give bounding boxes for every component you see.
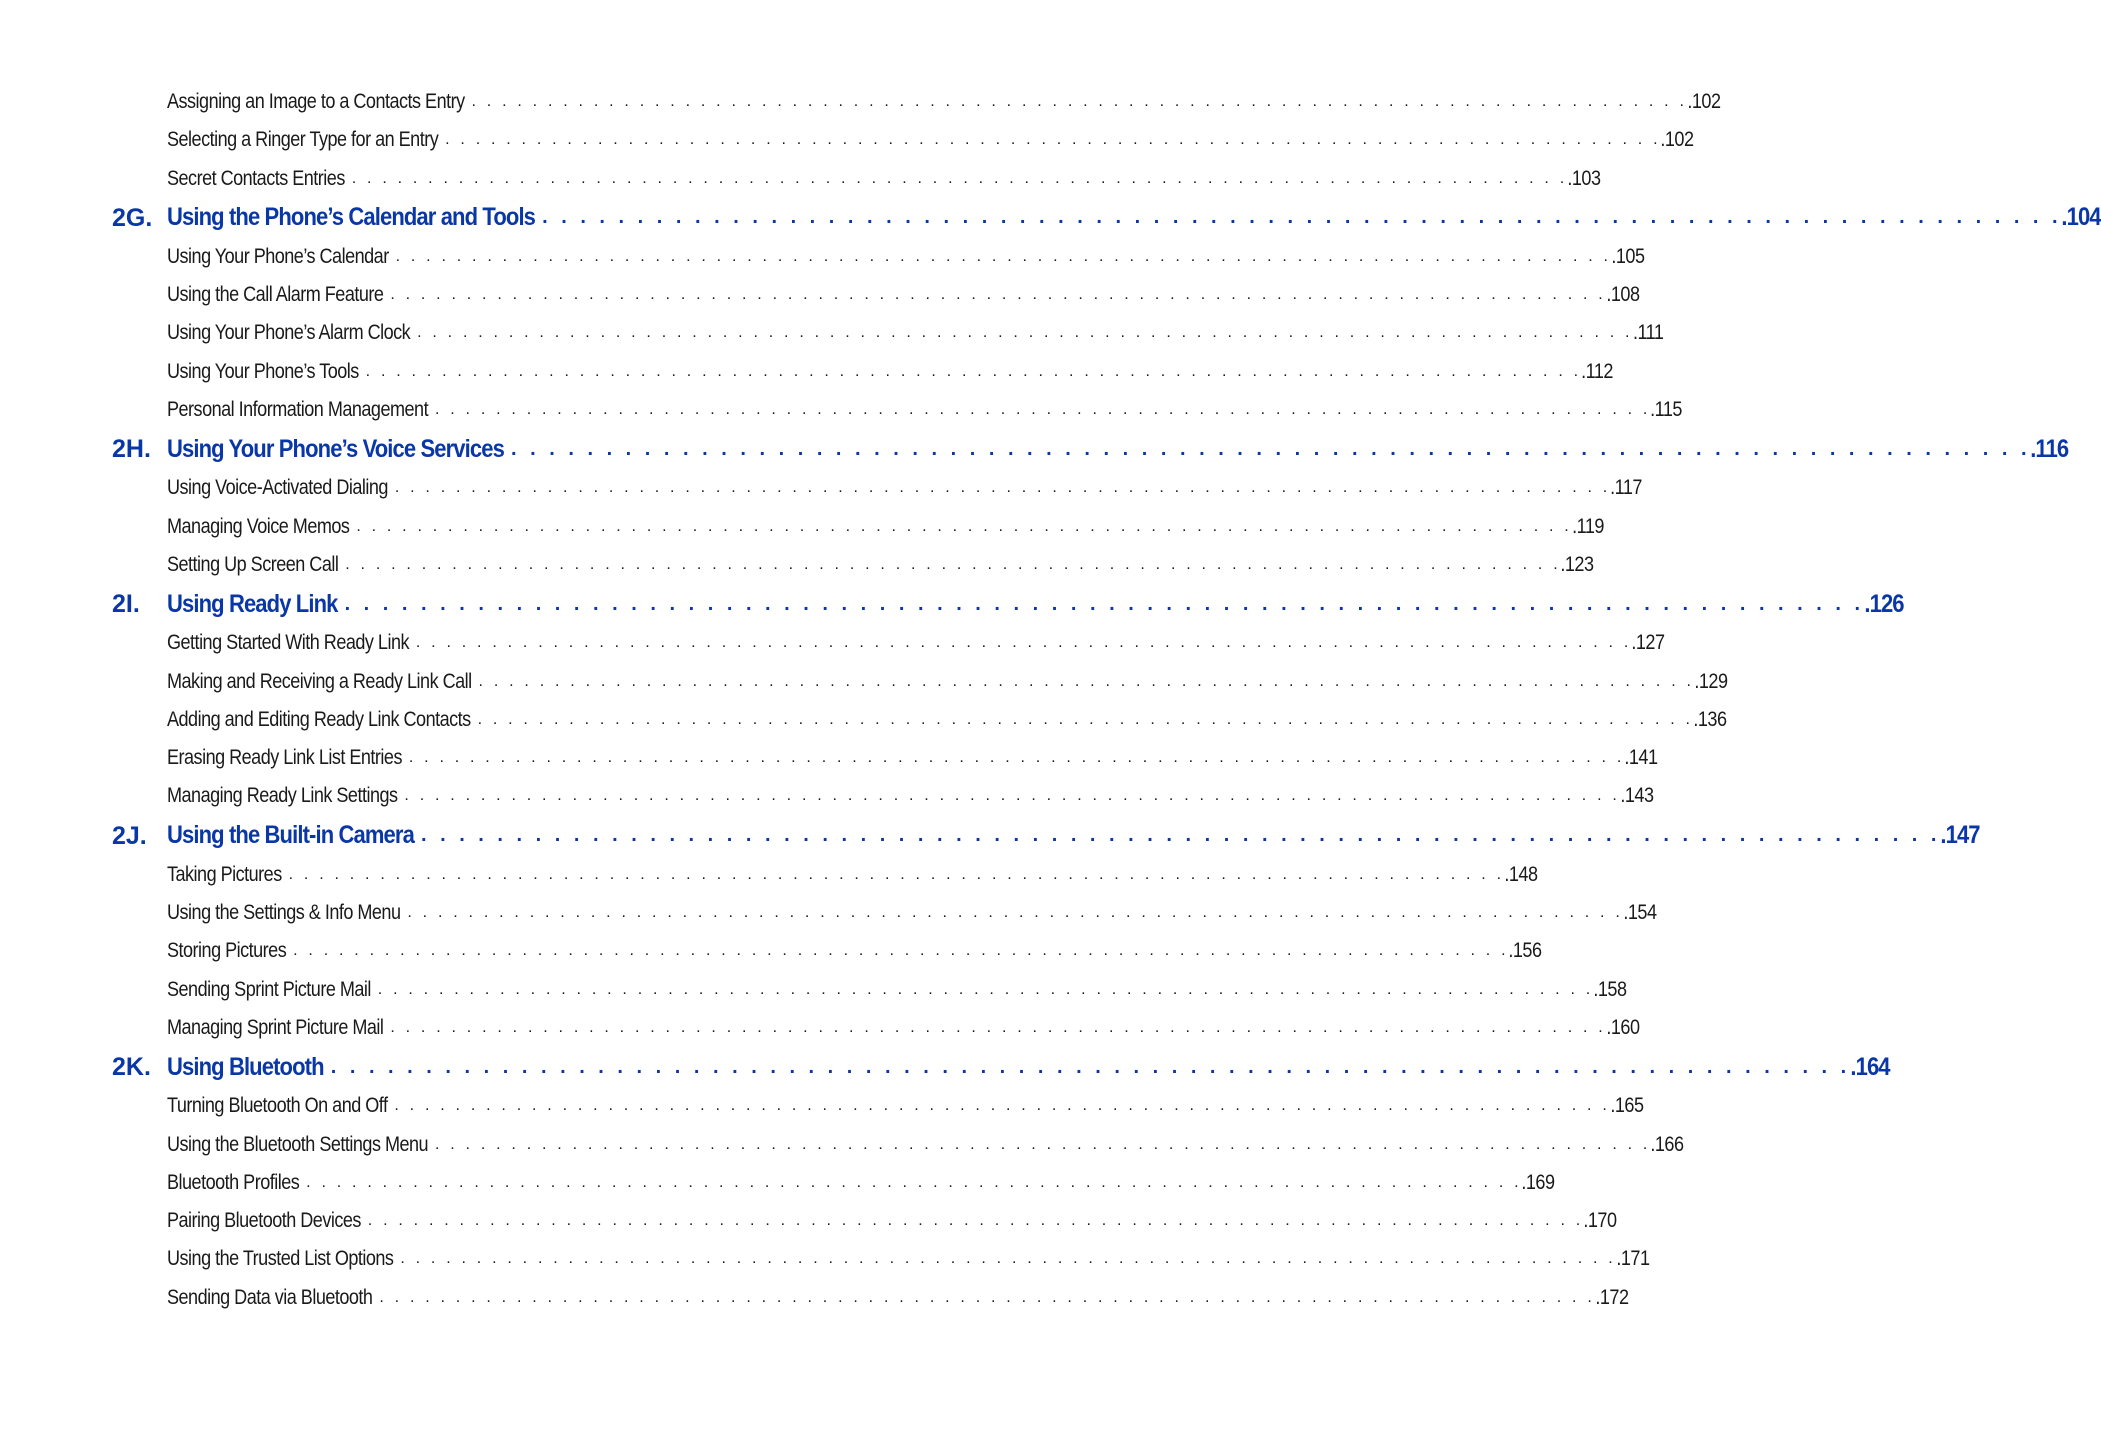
dot-leader: . . . . . . . . . . . . . . . . . . . . . . . . . . . . . . . . . . . . . . . . . . . . . . . . . . . . . . . . . . . . . . . . . . . . . . . . . . . . . . . . (390, 286, 1606, 304)
chapter-number: 2G. (112, 203, 153, 232)
toc-entry-row[interactable] (0, 1126, 1684, 1164)
toc-line (167, 198, 2101, 238)
chapter-title: Using Ready Link (167, 590, 345, 619)
entry-title: Using the Bluetooth Settings Menu (167, 1133, 435, 1157)
dot-leader: . . . . . . . . . . . . . . . . . . . . . . . . . . . . . . . . . . . . . . . . . . . . . . . . . . . . . . . . . . . . . . . . . . . . . . . . . . . . . . . . (356, 517, 1572, 535)
dot-leader: . . . . . . . . . . . . . . . . . . . . . . . . . . . . . . . . . . . . . . . . . . . . . . . . . . . . . . . . . . . . . . . . . . . . . . . . . . . . . . . . (511, 437, 2031, 460)
toc-entry-row[interactable] (0, 121, 1694, 159)
dot-leader: . . . . . . . . . . . . . . . . . . . . . . . . . . . . . . . . . . . . . . . . . . . . . . . . . . . . . . . . . . . . . . . . . . . . . . . . . . . . . . . . (306, 1173, 1522, 1191)
dot-leader: . . . . . . . . . . . . . . . . . . . . . . . . . . . . . . . . . . . . . . . . . . . . . . . . . . . . . . . . . . . . . . . . . . . . . . . . . . . . . . . . (417, 324, 1633, 342)
entry-title: Using the Trusted List Options (167, 1247, 400, 1271)
entry-title: Erasing Ready Link List Entries (167, 746, 409, 770)
dot-leader: . . . . . . . . . . . . . . . . . . . . . . . . . . . . . . . . . . . . . . . . . . . . . . . . . . . . . . . . . . . . . . . . . . . . . . . . . . . . . . . . (408, 749, 1625, 767)
page-number: .127 (1631, 631, 1665, 655)
page-number: .154 (1622, 901, 1657, 925)
page-number: .165 (1609, 1094, 1644, 1118)
entry-title: Storing Pictures (167, 939, 293, 963)
page-number: .105 (1611, 244, 1645, 268)
toc-line (167, 1126, 1684, 1164)
toc-line (167, 1240, 1650, 1278)
dot-leader: . . . . . . . . . . . . . . . . . . . . . . . . . . . . . . . . . . . . . . . . . . . . . . . . . . . . . . . . . . . . . . . . . . . . . . . . . . . . . . . . (407, 904, 1623, 922)
dot-leader: . . . . . . . . . . . . . . . . . . . . . . . . . . . . . . . . . . . . . . . . . . . . . . . . . . . . . . . . . . . . . . . . . . . . . . . . . . . . . . . . (445, 131, 1661, 149)
toc-line (167, 894, 1657, 932)
dot-leader: . . . . . . . . . . . . . . . . . . . . . . . . . . . . . . . . . . . . . . . . . . . . . . . . . . . . . . . . . . . . . . . . . . . . . . . . . . . . . . . . (434, 1135, 1651, 1153)
entry-title: Using the Settings & Info Menu (167, 901, 407, 925)
page-number: .123 (1560, 552, 1594, 576)
toc-entry-row[interactable] (0, 701, 1727, 739)
toc-entry-row[interactable] (0, 469, 1643, 507)
page-number: .126 (1864, 589, 1904, 618)
chapter-title: Using the Built-in Camera (167, 821, 421, 850)
dot-leader: . . . . . . . . . . . . . . . . . . . . . . . . . . . . . . . . . . . . . . . . . . . . . . . . . . . . . . . . . . . . . . . . . . . . . . . . . . . . . . . . (542, 206, 2062, 229)
page-number: .170 (1583, 1209, 1617, 1233)
toc-entry-row[interactable] (0, 971, 1627, 1009)
table-of-contents (0, 83, 2101, 1317)
dot-leader: . . . . . . . . . . . . . . . . . . . . . . . . . . . . . . . . . . . . . . . . . . . . . . . . . . . . . . . . . . . . . . . . . . . . . . . . . . . . . . . . (330, 1055, 1851, 1078)
toc-entry-row[interactable] (0, 932, 1542, 970)
toc-line (167, 508, 1604, 546)
page-number: .171 (1615, 1247, 1650, 1271)
entry-title: Pairing Bluetooth Devices (167, 1209, 368, 1233)
entry-title: Using Voice-Activated Dialing (167, 476, 395, 500)
entry-title: Using the Call Alarm Feature (167, 283, 390, 307)
entry-title: Assigning an Image to a Contacts Entry (167, 90, 472, 114)
toc-entry-row[interactable] (0, 1164, 1555, 1202)
dot-leader: . . . . . . . . . . . . . . . . . . . . . . . . . . . . . . . . . . . . . . . . . . . . . . . . . . . . . . . . . . . . . . . . . . . . . . . . . . . . . . . . (477, 710, 1694, 728)
toc-line (167, 971, 1627, 1009)
entry-title: Turning Bluetooth On and Off (167, 1094, 394, 1118)
chapter-number: 2K. (112, 1053, 151, 1082)
toc-line (167, 546, 1594, 584)
dot-leader: . . . . . . . . . . . . . . . . . . . . . . . . . . . . . . . . . . . . . . . . . . . . . . . . . . . . . . . . . . . . . . . . . . . . . . . . . . . . . . . . (390, 1018, 1606, 1036)
dot-leader: . . . . . . . . . . . . . . . . . . . . . . . . . . . . . . . . . . . . . . . . . . . . . . . . . . . . . . . . . . . . . . . . . . . . . . . . . . . . . . . . (394, 479, 1611, 497)
entry-title: Bluetooth Profiles (167, 1171, 306, 1195)
toc-chapter-row[interactable] (0, 816, 1980, 856)
dot-leader: . . . . . . . . . . . . . . . . . . . . . . . . . . . . . . . . . . . . . . . . . . . . . . . . . . . . . . . . . . . . . . . . . . . . . . . . . . . . . . . . (415, 634, 1632, 652)
page-number: .164 (1850, 1052, 1890, 1081)
page-number: .102 (1687, 90, 1721, 113)
page-number: .160 (1605, 1015, 1640, 1039)
dot-leader: . . . . . . . . . . . . . . . . . . . . . . . . . . . . . . . . . . . . . . . . . . . . . . . . . . . . . . . . . . . . . . . . . . . . . . . . . . . . . . . . (351, 169, 1568, 187)
toc-line (167, 856, 1538, 894)
dot-leader: . . . . . . . . . . . . . . . . . . . . . . . . . . . . . . . . . . . . . . . . . . . . . . . . . . . . . . . . . . . . . . . . . . . . . . . . . . . . . . . . (345, 555, 1561, 573)
toc-line (167, 314, 1664, 352)
toc-line (167, 160, 1601, 198)
page-number: .116 (2030, 434, 2069, 463)
chapter-number: 2H. (112, 435, 151, 464)
chapter-title: Using the Phone’s Calendar and Tools (167, 203, 542, 232)
toc-entry-row[interactable] (0, 83, 1721, 121)
page-number: .104 (2061, 203, 2101, 232)
page-number: .156 (1508, 939, 1542, 963)
dot-leader: . . . . . . . . . . . . . . . . . . . . . . . . . . . . . . . . . . . . . . . . . . . . . . . . . . . . . . . . . . . . . . . . . . . . . . . . . . . . . . . . (420, 824, 1941, 847)
page-number: .112 (1581, 359, 1614, 383)
dot-leader: . . . . . . . . . . . . . . . . . . . . . . . . . . . . . . . . . . . . . . . . . . . . . . . . . . . . . . . . . . . . . . . . . . . . . . . . . . . . . . . . (365, 362, 1582, 380)
toc-line (167, 238, 1645, 276)
page-number: .102 (1660, 128, 1694, 152)
dot-leader: . . . . . . . . . . . . . . . . . . . . . . . . . . . . . . . . . . . . . . . . . . . . . . . . . . . . . . . . . . . . . . . . . . . . . . . . . . . . . . . . (404, 787, 1621, 805)
page-number: .169 (1521, 1170, 1555, 1194)
toc-line (167, 739, 1658, 777)
toc-entry-row[interactable] (0, 391, 1683, 429)
toc-entry-row[interactable] (0, 160, 1601, 198)
toc-line (167, 701, 1727, 739)
entry-title: Managing Ready Link Settings (167, 784, 404, 808)
toc-line (167, 1202, 1617, 1240)
page-number: .103 (1567, 166, 1601, 190)
entry-title: Managing Sprint Picture Mail (167, 1016, 390, 1040)
entry-title: Getting Started With Ready Link (167, 631, 416, 655)
page-number: .166 (1650, 1132, 1684, 1156)
entry-title: Secret Contacts Entries (167, 167, 352, 191)
dot-leader: . . . . . . . . . . . . . . . . . . . . . . . . . . . . . . . . . . . . . . . . . . . . . . . . . . . . . . . . . . . . . . . . . . . . . . . . . . . . . . . . (288, 865, 1505, 883)
page-number: .136 (1693, 707, 1727, 731)
toc-chapter-row[interactable] (0, 584, 1904, 624)
dot-leader: . . . . . . . . . . . . . . . . . . . . . . . . . . . . . . . . . . . . . . . . . . . . . . . . . . . . . . . . . . . . . . . . . . . . . . . . . . . . . . . . (394, 1097, 1610, 1115)
toc-line (167, 1279, 1629, 1317)
toc-line (167, 932, 1542, 970)
chapter-title: Using Your Phone’s Voice Services (167, 435, 511, 464)
toc-line (167, 584, 1904, 624)
dot-leader: . . . . . . . . . . . . . . . . . . . . . . . . . . . . . . . . . . . . . . . . . . . . . . . . . . . . . . . . . . . . . . . . . . . . . . . . . . . . . . . . (434, 401, 1651, 419)
toc-line (167, 1164, 1555, 1202)
page-number: .119 (1571, 514, 1604, 538)
toc-chapter-row[interactable] (0, 198, 2101, 238)
entry-title: Using Your Phone’s Alarm Clock (167, 321, 417, 345)
toc-line (167, 816, 1980, 856)
entry-title: Adding and Editing Ready Link Contacts (167, 708, 478, 732)
toc-line (167, 1087, 1644, 1125)
toc-entry-row[interactable] (0, 1279, 1629, 1317)
page-number: .111 (1632, 321, 1664, 345)
entry-title: Setting Up Screen Call (167, 553, 345, 577)
entry-title: Selecting a Ringer Type for an Entry (167, 128, 445, 152)
entry-title: Sending Sprint Picture Mail (167, 978, 378, 1002)
chapter-number: 2J. (112, 821, 147, 850)
page-number: .172 (1594, 1285, 1629, 1309)
toc-line (167, 276, 1640, 314)
page-number: .108 (1605, 283, 1640, 307)
toc-line (167, 353, 1614, 391)
toc-chapter-row[interactable] (0, 1047, 1890, 1087)
page-number: .117 (1610, 476, 1643, 500)
chapter-title: Using Bluetooth (167, 1053, 331, 1082)
dot-leader: . . . . . . . . . . . . . . . . . . . . . . . . . . . . . . . . . . . . . . . . . . . . . . . . . . . . . . . . . . . . . . . . . . . . . . . . . . . . . . . . (478, 672, 1695, 690)
toc-entry-row[interactable] (0, 238, 1645, 276)
toc-entry-row[interactable] (0, 624, 1665, 662)
toc-entry-row[interactable] (0, 739, 1658, 777)
toc-entry-row[interactable] (0, 663, 1728, 701)
toc-line (167, 83, 1721, 121)
toc-line (167, 663, 1728, 701)
toc-chapter-row[interactable] (0, 429, 2069, 469)
entry-title: Managing Voice Memos (167, 515, 356, 539)
dot-leader: . . . . . . . . . . . . . . . . . . . . . . . . . . . . . . . . . . . . . . . . . . . . . . . . . . . . . . . . . . . . . . . . . . . . . . . . . . . . . . . . (400, 1250, 1616, 1268)
toc-line (167, 469, 1643, 507)
toc-entry-row[interactable] (0, 314, 1664, 352)
entry-title: Using Your Phone’s Calendar (167, 245, 396, 269)
dot-leader: . . . . . . . . . . . . . . . . . . . . . . . . . . . . . . . . . . . . . . . . . . . . . . . . . . . . . . . . . . . . . . . . . . . . . . . . . . . . . . . . (293, 942, 1509, 960)
toc-entry-row[interactable] (0, 856, 1538, 894)
chapter-number: 2I. (112, 590, 140, 619)
page-number: .115 (1650, 398, 1683, 422)
dot-leader: . . . . . . . . . . . . . . . . . . . . . . . . . . . . . . . . . . . . . . . . . . . . . . . . . . . . . . . . . . . . . . . . . . . . . . . . . . . . . . . . (395, 247, 1612, 265)
toc-line (167, 1009, 1640, 1047)
dot-leader: . . . . . . . . . . . . . . . . . . . . . . . . . . . . . . . . . . . . . . . . . . . . . . . . . . . . . . . . . . . . . . . . . . . . . . . . . . . . . . . . (471, 93, 1688, 110)
dot-leader: . . . . . . . . . . . . . . . . . . . . . . . . . . . . . . . . . . . . . . . . . . . . . . . . . . . . . . . . . . . . . . . . . . . . . . . . . . . . . . . . (344, 592, 1865, 615)
toc-line (167, 624, 1665, 662)
toc-line (167, 777, 1654, 815)
page-number: .147 (1940, 821, 1980, 850)
page-number: .148 (1504, 862, 1538, 886)
toc-line (167, 121, 1694, 159)
toc-line (167, 1047, 1890, 1087)
page-number: .129 (1694, 669, 1728, 693)
toc-entry-row[interactable] (0, 894, 1657, 932)
toc-entry-row[interactable] (0, 276, 1640, 314)
entry-title: Making and Receiving a Ready Link Call (167, 670, 479, 694)
entry-title: Sending Data via Bluetooth (167, 1286, 379, 1310)
toc-entry-row[interactable] (0, 546, 1594, 584)
toc-entry-row[interactable] (0, 777, 1654, 815)
entry-title: Personal Information Management (167, 398, 435, 422)
dot-leader: . . . . . . . . . . . . . . . . . . . . . . . . . . . . . . . . . . . . . . . . . . . . . . . . . . . . . . . . . . . . . . . . . . . . . . . . . . . . . . . . (379, 1288, 1595, 1306)
dot-leader: . . . . . . . . . . . . . . . . . . . . . . . . . . . . . . . . . . . . . . . . . . . . . . . . . . . . . . . . . . . . . . . . . . . . . . . . . . . . . . . . (377, 980, 1594, 998)
entry-title: Using Your Phone’s Tools (167, 360, 366, 384)
toc-entry-row[interactable] (0, 353, 1614, 391)
page-number: .143 (1620, 784, 1654, 808)
entry-title: Taking Pictures (167, 863, 289, 887)
page-number: .158 (1593, 977, 1627, 1001)
toc-line (167, 429, 2069, 469)
toc-entry-row[interactable] (0, 508, 1604, 546)
toc-line (167, 391, 1683, 429)
toc-entry-row[interactable] (0, 1009, 1640, 1047)
page-number: .141 (1624, 746, 1658, 770)
dot-leader: . . . . . . . . . . . . . . . . . . . . . . . . . . . . . . . . . . . . . . . . . . . . . . . . . . . . . . . . . . . . . . . . . . . . . . . . . . . . . . . . (367, 1212, 1584, 1230)
toc-entry-row[interactable] (0, 1087, 1644, 1125)
toc-entry-row[interactable] (0, 1240, 1650, 1278)
toc-entry-row[interactable] (0, 1202, 1617, 1240)
